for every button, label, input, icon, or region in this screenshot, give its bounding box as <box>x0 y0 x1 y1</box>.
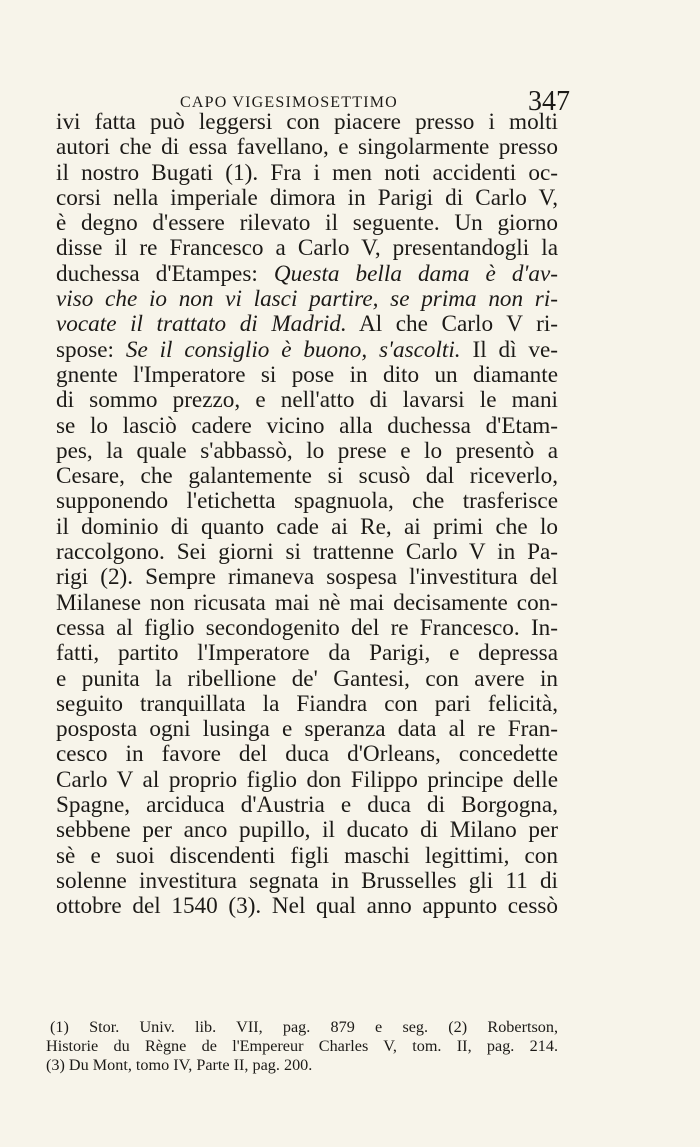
text-line <box>56 236 558 261</box>
text-segment: autori che di essa favellano, e singolarmente presso <box>56 134 558 161</box>
text-line <box>56 894 558 919</box>
text-segment: fatti, partito l'Imperatore da Parigi, e depressa <box>56 640 558 667</box>
text-line <box>56 312 558 337</box>
text-segment: gnente l'Imperatore si pose in dito un diamante <box>56 361 558 388</box>
text-line <box>56 717 558 742</box>
text-line <box>56 844 558 869</box>
text-segment: ottobre del 1540 (3). Nel qual anno appunto cessò <box>56 893 558 920</box>
text-line <box>56 616 558 641</box>
text-segment: Milanese non ricusata mai nè mai decisamente con- <box>56 589 558 616</box>
text-line <box>56 591 558 616</box>
page-number: 347 <box>528 86 570 117</box>
text-segment: cessa al figlio secondogenito del re Francesco. In- <box>56 614 558 641</box>
footnote-line: Historie du Règne de l'Empereur Charles V, tom. II, pag. 214. <box>46 1037 558 1055</box>
body-text <box>56 110 558 920</box>
footnote-line: (3) Du Mont, tomo IV, Parte II, pag. 200. <box>46 1056 313 1074</box>
running-title: CAPO VIGESIMOSETTIMO <box>180 94 398 111</box>
text-segment: Cesare, che galantemente si scusò dal riceverlo, <box>56 463 558 490</box>
text-line <box>56 667 558 692</box>
text-line <box>56 186 558 211</box>
text-line <box>56 768 558 793</box>
text-line <box>56 692 558 717</box>
text-line <box>56 869 558 894</box>
text-line <box>56 262 558 287</box>
text-line <box>56 515 558 540</box>
text-line <box>56 287 558 312</box>
text-segment: duchessa d'Etampes: <box>56 260 274 287</box>
text-line <box>56 565 558 590</box>
text-segment: Al che Carlo V ri- <box>346 311 558 338</box>
text-segment: spose: <box>56 336 126 363</box>
text-segment: raccolgono. Sei giorni si trattenne Carlo V in Pa- <box>56 539 558 566</box>
text-segment: è degno d'essere rilevato il seguente. Un giorno <box>56 210 558 237</box>
footnote-line: (1) Stor. Univ. lib. VII, pag. 879 e seg. (2) Robertson, <box>50 1018 558 1036</box>
text-line <box>56 363 558 388</box>
italic-quote: vocate il trattato di Madrid. <box>56 311 347 338</box>
text-segment: supponendo l'etichetta spagnuola, che trasferisce <box>56 488 558 515</box>
text-segment: cesco in favore del duca d'Orleans, concedette <box>56 741 558 768</box>
text-segment: e punita la ribellione de' Gantesi, con avere in <box>56 665 558 692</box>
text-line <box>56 414 558 439</box>
text-line <box>56 464 558 489</box>
text-line <box>56 641 558 666</box>
text-segment: il dominio di quanto cade ai Re, ai primi che lo <box>56 513 558 540</box>
text-line <box>56 211 558 236</box>
text-segment: ivi fatta può leggersi con piacere presso i molti <box>56 109 558 135</box>
text-line <box>56 110 558 135</box>
text-line <box>56 489 558 514</box>
text-line <box>56 818 558 843</box>
text-segment: se lo lasciò cadere vicino alla duchessa d'Etam- <box>56 412 558 439</box>
text-line <box>56 540 558 565</box>
text-segment: corsi nella imperiale dimora in Parigi di Carlo V, <box>56 184 558 211</box>
footnotes <box>46 1018 558 1075</box>
italic-quote: Questa bella dama è d'av- <box>273 260 558 287</box>
text-segment: disse il re Francesco a Carlo V, presentandogli la <box>56 235 558 262</box>
italic-quote: Se il consiglio è buono, s'ascolti. <box>125 336 461 363</box>
text-segment: posposta ogni lusinga e speranza data al re Fran- <box>56 716 558 743</box>
text-line <box>56 338 558 363</box>
text-segment: sè e suoi discendenti figli maschi legittimi, con <box>56 842 558 869</box>
italic-quote: viso che io non vi lasci partire, se prima non ri- <box>56 286 558 313</box>
text-line <box>56 388 558 413</box>
text-segment: Carlo V al proprio figlio don Filippo principe delle <box>56 766 558 793</box>
text-segment: pes, la quale s'abbassò, lo prese e lo presentò a <box>56 437 558 464</box>
text-line <box>56 742 558 767</box>
text-segment: solenne investitura segnata in Brusselles gli 11 di <box>56 867 558 894</box>
text-segment: il nostro Bugati (1). Fra i men noti accidenti oc- <box>56 159 558 186</box>
text-segment: rigi (2). Sempre rimaneva sospesa l'investitura del <box>56 564 558 591</box>
text-line <box>56 161 558 186</box>
text-segment: Il dì ve- <box>460 336 558 363</box>
text-segment: di sommo prezzo, e nell'atto di lavarsi le mani <box>56 387 558 414</box>
text-segment: seguito tranquillata la Fiandra con pari felicità, <box>56 690 558 717</box>
text-segment: sebbene per anco pupillo, il ducato di Milano per <box>56 817 558 844</box>
text-line <box>56 439 558 464</box>
text-line <box>56 135 558 160</box>
text-segment: Spagne, arciduca d'Austria e duca di Borgogna, <box>56 792 558 819</box>
text-line <box>56 793 558 818</box>
